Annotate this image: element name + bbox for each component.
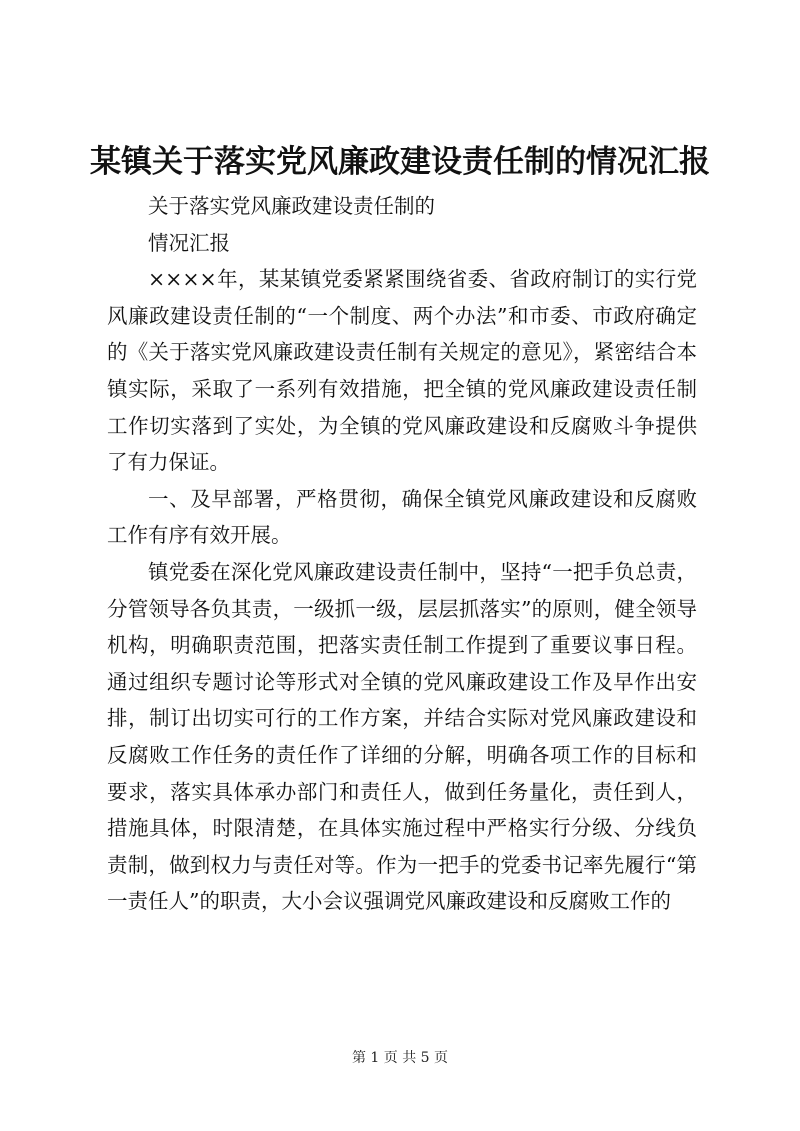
page-footer: 第 1 页 共 5 页: [351, 1050, 449, 1066]
body-paragraph-intro: ××××年，某某镇党委紧紧围绕省委、省政府制订的实行党风廉政建设责任制的“一个制度、两个办法”和市委、市政府确定的《关于落实党风廉政建设责任制有关规定的意见》，紧密结合本镇实际，采取了一系列有效措施，把全镇的党风廉政建设责任制工作切实落到了实处，为全镇的党风廉政建设和反腐败斗争提供了有力保证。: [107, 267, 697, 475]
document-body: [107, 188, 697, 920]
subtitle-line-2: 情况汇报: [148, 230, 230, 255]
body-paragraph-section-1: 镇党委在深化党风廉政建设责任制中，坚持“一把手负总责，分管领导各负其责，一级抓一级，层层抓落实”的原则，健全领导机构，明确职责范围，把落实责任制工作提到了重要议事日程。通过组织专题讨论等形式对全镇的党风廉政建设工作及早作出安排，制订出切实可行的工作方案，并结合实际对党风廉政建设和反腐败工作任务的责任作了详细的分解，明确各项工作的目标和要求，落实具体承办部门和责任人，做到任务量化，责任到人，措施具体，时限清楚，在具体实施过程中严格实行分级、分线负责制，做到权力与责任对等。作为一把手的党委书记率先履行“第一责任人”的职责，大小会议强调党风廉政建设和反腐败工作的: [107, 559, 697, 914]
document-title: 某镇关于落实党风廉政建设责任制的情况汇报: [90, 144, 710, 180]
subtitle-line-1: 关于落实党风廉政建设责任制的: [148, 194, 435, 218]
section-heading-1: 一、及早部署，严格贯彻，确保全镇党风廉政建设和反腐败工作有序有效开展。: [107, 486, 697, 548]
